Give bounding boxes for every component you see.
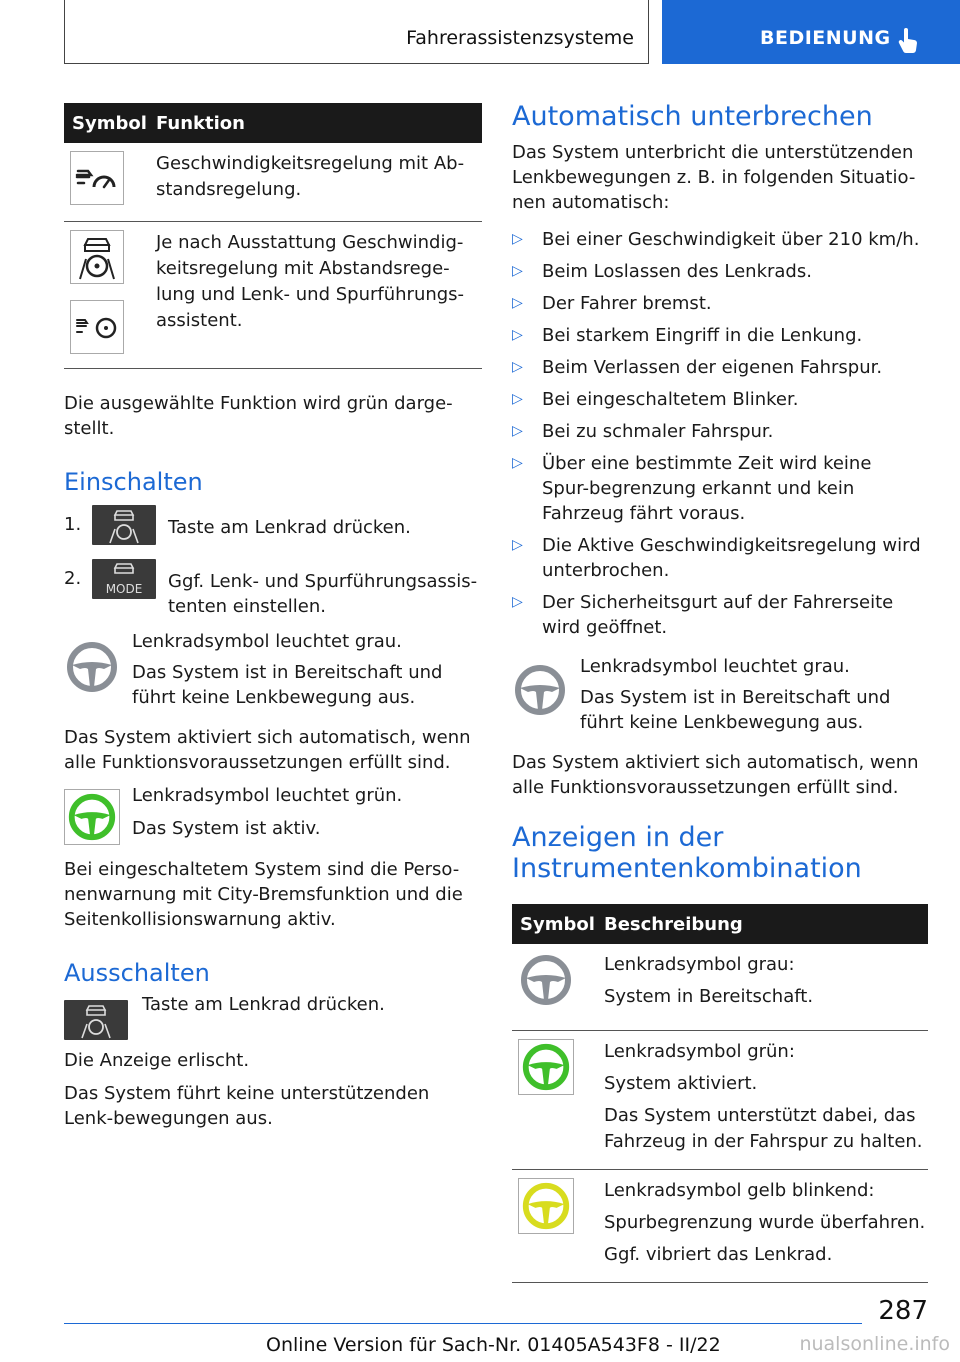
table-header-description: Beschreibung <box>602 904 928 944</box>
interrupt-list <box>512 227 928 640</box>
yellow-wheel-frame <box>518 1178 574 1234</box>
steering-wheel-grey-icon <box>64 639 120 695</box>
section-heading-einschalten: Einschalten <box>64 468 203 496</box>
interrupt-intro: Das System unterbricht die unterstützenden Lenkbewegungen z. B. in folgenden Situatio-nen automatisch: <box>512 142 916 213</box>
indicator-line: Das System unterstützt dabei, das Fahrzeug in der Fahrspur zu halten. <box>604 1105 923 1152</box>
indicator-table <box>512 904 928 1283</box>
section-heading-unterbrechen: Automatisch unterbrechen <box>512 101 873 132</box>
steering-wheel-yellow-icon <box>519 1179 573 1233</box>
steering-wheel-green-icon <box>519 1040 573 1094</box>
indicator-line: Lenkradsymbol grau: <box>604 954 795 975</box>
list-item: ▷ Bei eingeschaltetem Blinker. <box>512 387 928 412</box>
auto-activation-note: Das System aktiviert sich automatisch, wenn alle Funktionsvoraussetzungen erfüllt sind. <box>512 752 919 798</box>
list-item: ▷ Bei starkem Eingriff in die Lenkung. <box>512 323 928 348</box>
table-row <box>512 1031 928 1170</box>
function-text: Geschwindigkeitsregelung mit Ab-standsregelung. <box>154 143 482 222</box>
indicator-line: Ggf. vibriert das Lenkrad. <box>604 1244 833 1265</box>
section-heading-ausschalten: Ausschalten <box>64 959 210 987</box>
indicator-line: Lenkradsymbol gelb blinkend: <box>604 1180 875 1201</box>
online-version-text: Online Version für Sach-Nr. 01405A543F8 - II/22 <box>266 1334 721 1356</box>
grey-wheel-note <box>512 654 928 738</box>
indicator-line: Lenkradsymbol grün: <box>604 1041 795 1062</box>
acc-steering-icon <box>70 300 124 354</box>
step-text: Taste am Lenkrad drücken. <box>142 994 385 1015</box>
function-table <box>64 103 482 369</box>
acc-speedometer-icon <box>70 151 124 205</box>
auto-activation-note: Das System aktiviert sich automatisch, wenn alle Funktionsvoraussetzungen erfüllt sind. <box>64 727 471 773</box>
step-2 <box>64 559 482 627</box>
table-header-symbol: Symbol <box>64 103 154 143</box>
section-header <box>64 0 649 64</box>
table-row <box>512 944 928 1031</box>
indicator-line: System aktiviert. <box>604 1073 758 1094</box>
list-item: ▷ Beim Loslassen des Lenkrads. <box>512 259 928 284</box>
heading-line-2: Instrumentenkombination <box>512 853 862 884</box>
table-row <box>64 143 482 222</box>
active-warnings-note: Bei eingeschaltetem System sind die Perso-nenwarnung mit City-Bremsfunktion und die Seitenkollisionswarnung aktiv. <box>64 859 463 930</box>
green-wheel-frame <box>64 789 120 845</box>
heading-line-1: Anzeigen in der <box>512 822 724 853</box>
watermark: nualsonline.info <box>799 1333 950 1355</box>
list-item: ▷ Bei einer Geschwindigkeit über 210 km/h. <box>512 227 928 252</box>
list-item: ▷ Die Aktive Geschwindigkeitsregelung wird unterbrochen. <box>512 533 922 583</box>
wheel-note-line: Lenkradsymbol leuchtet grau. <box>132 631 402 652</box>
green-wheel-note <box>64 783 482 843</box>
pointing-hand-icon <box>898 28 920 54</box>
no-steering-note: Das System führt keine unterstützenden Lenk-bewegungen aus. <box>64 1083 430 1129</box>
wheel-note-line: Das System ist in Bereitschaft und führt keine Lenkbewegung aus. <box>580 687 891 733</box>
step-1 <box>64 505 482 551</box>
step-number: 2. <box>64 568 82 589</box>
function-text: Je nach Ausstattung Geschwindig-keitsregelung mit Abstandsrege-lung und Lenk- und Spurführungs-assistent. <box>154 222 482 369</box>
table-header-function: Funktion <box>154 103 482 143</box>
list-item: ▷ Über eine bestimmte Zeit wird keine Spur-begrenzung erkannt und kein Fahrzeug fährt voraus. <box>512 451 922 526</box>
left-column <box>64 103 482 1131</box>
section-heading-anzeigen <box>512 822 928 884</box>
list-item: ▷ Bei zu schmaler Fahrspur. <box>512 419 928 444</box>
green-wheel-frame <box>518 1039 574 1095</box>
wheel-note-line: Lenkradsymbol leuchtet grün. <box>132 785 403 806</box>
wheel-note-line: Das System ist in Bereitschaft und führt keine Lenkbewegung aus. <box>132 662 443 708</box>
car-steering-lane-icon <box>70 230 124 284</box>
page-number: 287 <box>878 1296 928 1326</box>
mode-button[interactable] <box>92 559 156 599</box>
list-item: ▷ Beim Verlassen der eigenen Fahrspur. <box>512 355 928 380</box>
grey-wheel-note <box>64 629 482 719</box>
chapter-title: BEDIENUNG <box>760 27 891 49</box>
table-row <box>512 1170 928 1283</box>
wheel-note-line: Lenkradsymbol leuchtet grau. <box>580 656 850 677</box>
steering-assist-button[interactable] <box>92 505 156 545</box>
steering-assist-button-off[interactable] <box>64 1000 128 1040</box>
mode-label: MODE <box>105 582 143 596</box>
steering-wheel-grey-icon <box>512 662 568 718</box>
indicator-line: System in Bereitschaft. <box>604 986 814 1007</box>
steering-wheel-grey-icon <box>518 952 574 1008</box>
indicator-line: Spurbegrenzung wurde überfahren. <box>604 1212 926 1233</box>
ausschalten-step <box>64 992 482 1042</box>
step-text: Ggf. Lenk- und Spurführungsassis-tenten einstellen. <box>168 571 478 617</box>
steering-wheel-green-icon <box>65 790 119 844</box>
step-text: Taste am Lenkrad drücken. <box>168 517 411 538</box>
list-item: ▷ Der Fahrer bremst. <box>512 291 928 316</box>
wheel-note-line: Das System ist aktiv. <box>132 818 321 839</box>
selected-function-note: Die ausgewählte Funktion wird grün darge-stellt. <box>64 393 453 439</box>
chapter-header <box>662 0 960 64</box>
footer-divider <box>64 1323 862 1324</box>
step-number: 1. <box>64 514 82 535</box>
right-column <box>512 101 928 1283</box>
display-off-note: Die Anzeige erlischt. <box>64 1050 250 1071</box>
table-row <box>64 222 482 369</box>
section-title: Fahrerassistenzsysteme <box>406 27 634 49</box>
list-item: ▷ Der Sicherheitsgurt auf der Fahrerseite wird geöffnet. <box>512 590 932 640</box>
table-header-symbol: Symbol <box>512 904 602 944</box>
